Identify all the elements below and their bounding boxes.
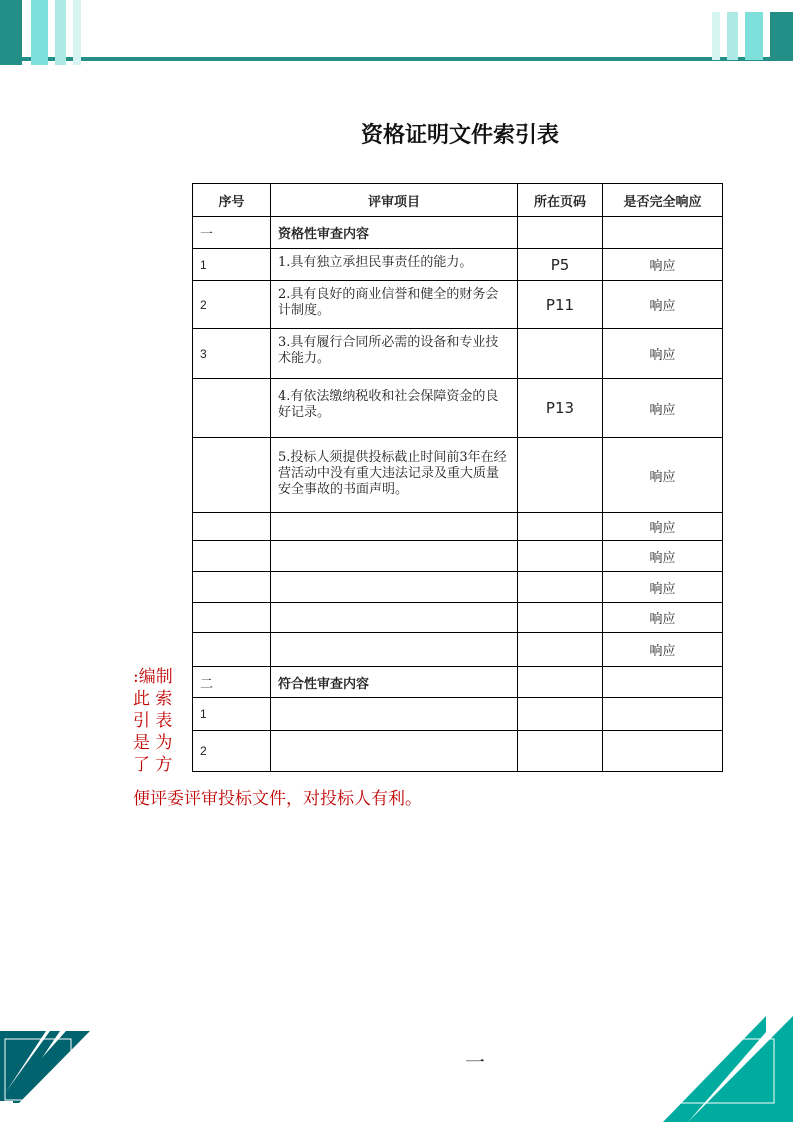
row-no: 2: [193, 281, 271, 329]
row-item: 2.具有良好的商业信誉和健全的财务会计制度。: [271, 281, 518, 329]
note-line: 引 表: [133, 711, 173, 731]
table-row: [193, 572, 723, 603]
table-header-row: [193, 184, 723, 217]
page-title: 资格证明文件索引表: [360, 123, 559, 148]
row-response: 响应: [603, 249, 723, 281]
table-row: [193, 698, 723, 731]
table-row: [193, 281, 723, 329]
header-decoration: [0, 0, 793, 70]
note-line: 此 索: [133, 689, 173, 709]
table-row: [193, 731, 723, 772]
page-number: 一: [465, 1050, 485, 1074]
table-row: [193, 379, 723, 438]
row-page: [518, 438, 603, 513]
row-no: 1: [193, 698, 271, 731]
table-row: [193, 633, 723, 667]
row-item: 1.具有独立承担民事责任的能力。: [271, 249, 518, 281]
row-item: 5.投标人须提供投标截止时间前3年在经营活动中没有重大违法记录及重大质量安全事故的书面声明。: [271, 438, 518, 513]
row-no: 2: [193, 731, 271, 772]
row-response: 响应: [603, 572, 723, 603]
row-no: [193, 438, 271, 513]
table-row: [193, 329, 723, 379]
row-item: 3.具有履行合同所必需的设备和专业技术能力。: [271, 329, 518, 379]
row-page: P5: [518, 249, 603, 281]
header-page: 所在页码: [518, 184, 603, 217]
row-response: 响应: [603, 541, 723, 572]
table-row: [193, 513, 723, 541]
note-line: 了 方: [133, 755, 173, 775]
row-response: 响应: [603, 379, 723, 438]
section-row: [193, 217, 723, 249]
row-item: 4.有依法缴纳税收和社会保障资金的良好记录。: [271, 379, 518, 438]
section-no: 一: [193, 217, 271, 249]
row-response: 响应: [603, 329, 723, 379]
row-page: P13: [518, 379, 603, 438]
section-label: 符合性审查内容: [271, 667, 518, 698]
note-line: :编制: [133, 667, 173, 687]
footer-decoration: [0, 1010, 793, 1122]
row-no: 3: [193, 329, 271, 379]
table-row: [193, 603, 723, 633]
note-line: 是 为: [133, 733, 173, 753]
section-row: [193, 667, 723, 698]
row-response: 响应: [603, 281, 723, 329]
index-table: [192, 183, 723, 772]
row-response: 响应: [603, 633, 723, 667]
row-no: [193, 379, 271, 438]
side-note: [133, 666, 185, 776]
row-response: 响应: [603, 513, 723, 541]
table-row: [193, 541, 723, 572]
row-no: 1: [193, 249, 271, 281]
row-page: P11: [518, 281, 603, 329]
header-response: 是否完全响应: [603, 184, 723, 217]
section-label: 资格性审查内容: [271, 217, 518, 249]
section-no: 二: [193, 667, 271, 698]
note-last-line: 便评委评审投标文件，对投标人有利。: [133, 789, 422, 809]
row-response: 响应: [603, 438, 723, 513]
table-row: [193, 438, 723, 513]
table-row: [193, 249, 723, 281]
row-response: 响应: [603, 603, 723, 633]
header-item: 评审项目: [271, 184, 518, 217]
row-page: [518, 329, 603, 379]
header-no: 序号: [193, 184, 271, 217]
